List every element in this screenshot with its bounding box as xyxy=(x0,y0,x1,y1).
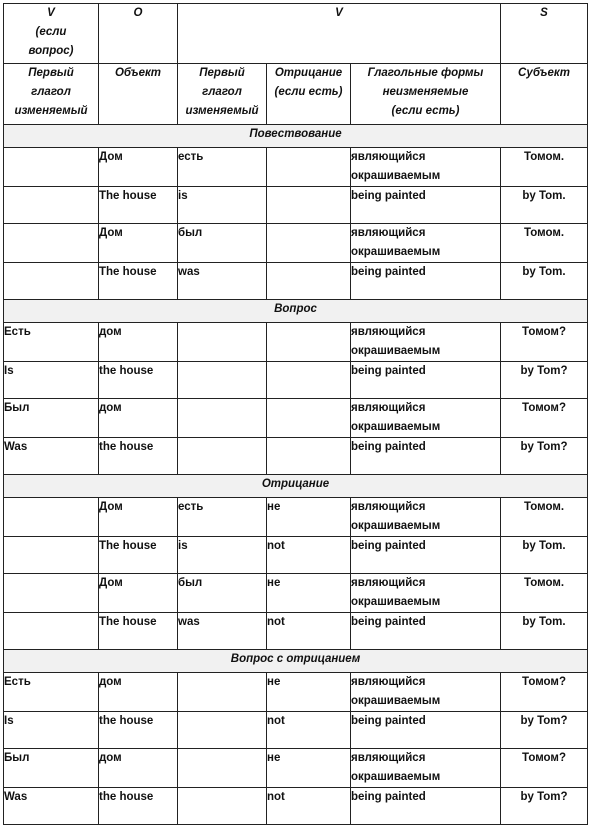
cell-verb-forms: being painted xyxy=(351,362,501,399)
cell-object: дом xyxy=(99,399,178,438)
cell-negation: not xyxy=(267,788,351,825)
cell-first-verb-q: Есть xyxy=(4,673,99,712)
cell-verb-forms: являющийся окрашиваемым xyxy=(351,323,501,362)
cell-first-verb-q: Есть xyxy=(4,323,99,362)
cell-first-verb-q xyxy=(4,574,99,613)
cell-first-verb-q xyxy=(4,187,99,224)
cell-negation xyxy=(267,399,351,438)
section-title: Отрицание xyxy=(4,475,588,498)
header-v: V xyxy=(178,4,501,64)
section-title: Вопрос xyxy=(4,300,588,323)
cell-object: дом xyxy=(99,323,178,362)
cell-verb-forms: являющийся окрашиваемым xyxy=(351,498,501,537)
cell-first-verb: is xyxy=(178,537,267,574)
cell-verb-forms: являющийся окрашиваемым xyxy=(351,399,501,438)
cell-verb-forms: being painted xyxy=(351,187,501,224)
header-first-verb-q: Первый глагол изменяемый xyxy=(4,64,99,125)
cell-first-verb xyxy=(178,399,267,438)
cell-object: the house xyxy=(99,362,178,399)
table-row xyxy=(4,399,588,438)
cell-subject: by Tom? xyxy=(501,438,588,475)
header-first-verb: Первый глагол изменяемый xyxy=(178,64,267,125)
cell-object: The house xyxy=(99,187,178,224)
cell-verb-forms: являющийся окрашиваемым xyxy=(351,148,501,187)
cell-object: The house xyxy=(99,537,178,574)
cell-first-verb-q xyxy=(4,498,99,537)
cell-object: Дом xyxy=(99,224,178,263)
cell-first-verb xyxy=(178,712,267,749)
cell-first-verb-q: Был xyxy=(4,399,99,438)
cell-subject: by Tom? xyxy=(501,788,588,825)
cell-first-verb-q xyxy=(4,613,99,650)
table-row xyxy=(4,498,588,537)
header-row-sub xyxy=(4,64,588,125)
section-row xyxy=(4,475,588,498)
cell-verb-forms: being painted xyxy=(351,263,501,300)
cell-first-verb-q xyxy=(4,263,99,300)
cell-first-verb xyxy=(178,362,267,399)
cell-subject: by Tom. xyxy=(501,537,588,574)
cell-first-verb xyxy=(178,323,267,362)
table-row xyxy=(4,187,588,224)
table-row xyxy=(4,712,588,749)
cell-negation: не xyxy=(267,498,351,537)
cell-verb-forms: being painted xyxy=(351,613,501,650)
table-row xyxy=(4,224,588,263)
header-object: Объект xyxy=(99,64,178,125)
cell-object: дом xyxy=(99,673,178,712)
cell-object: The house xyxy=(99,263,178,300)
cell-negation: не xyxy=(267,749,351,788)
table-row xyxy=(4,323,588,362)
cell-first-verb xyxy=(178,749,267,788)
cell-first-verb-q xyxy=(4,148,99,187)
section-title: Повествование xyxy=(4,125,588,148)
table-row xyxy=(4,574,588,613)
grammar-table-body xyxy=(4,4,588,825)
cell-first-verb: был xyxy=(178,574,267,613)
cell-first-verb: was xyxy=(178,613,267,650)
cell-object: the house xyxy=(99,788,178,825)
header-v-question: V (если вопрос) xyxy=(4,4,99,64)
cell-negation: not xyxy=(267,537,351,574)
cell-negation xyxy=(267,323,351,362)
section-row xyxy=(4,125,588,148)
cell-object: the house xyxy=(99,712,178,749)
cell-object: the house xyxy=(99,438,178,475)
header-o: O xyxy=(99,4,178,64)
cell-first-verb: is xyxy=(178,187,267,224)
cell-subject: Томом. xyxy=(501,498,588,537)
cell-first-verb: was xyxy=(178,263,267,300)
cell-negation: not xyxy=(267,712,351,749)
cell-negation xyxy=(267,362,351,399)
cell-first-verb-q: Was xyxy=(4,438,99,475)
table-row xyxy=(4,749,588,788)
cell-first-verb-q: Is xyxy=(4,362,99,399)
header-s: S xyxy=(501,4,588,64)
cell-subject: Томом. xyxy=(501,224,588,263)
cell-first-verb-q xyxy=(4,224,99,263)
cell-first-verb: был xyxy=(178,224,267,263)
table-row xyxy=(4,537,588,574)
cell-object: Дом xyxy=(99,574,178,613)
cell-subject: by Tom. xyxy=(501,187,588,224)
cell-verb-forms: являющийся окрашиваемым xyxy=(351,673,501,712)
table-row xyxy=(4,438,588,475)
section-row xyxy=(4,650,588,673)
cell-object: Дом xyxy=(99,148,178,187)
cell-first-verb-q xyxy=(4,537,99,574)
cell-first-verb-q: Был xyxy=(4,749,99,788)
table-row xyxy=(4,613,588,650)
cell-subject: Томом? xyxy=(501,749,588,788)
cell-subject: Томом. xyxy=(501,148,588,187)
cell-verb-forms: являющийся окрашиваемым xyxy=(351,749,501,788)
cell-verb-forms: being painted xyxy=(351,712,501,749)
cell-subject: by Tom. xyxy=(501,613,588,650)
cell-first-verb xyxy=(178,673,267,712)
table-row xyxy=(4,788,588,825)
cell-first-verb: есть xyxy=(178,148,267,187)
cell-object: дом xyxy=(99,749,178,788)
table-row xyxy=(4,673,588,712)
cell-subject: by Tom. xyxy=(501,263,588,300)
cell-negation xyxy=(267,438,351,475)
cell-object: The house xyxy=(99,613,178,650)
cell-first-verb: есть xyxy=(178,498,267,537)
cell-negation: not xyxy=(267,613,351,650)
cell-verb-forms: являющийся окрашиваемым xyxy=(351,574,501,613)
cell-subject: Томом? xyxy=(501,323,588,362)
cell-verb-forms: являющийся окрашиваемым xyxy=(351,224,501,263)
header-negation: Отрицание (если есть) xyxy=(267,64,351,125)
cell-negation: не xyxy=(267,673,351,712)
section-row xyxy=(4,300,588,323)
cell-negation xyxy=(267,148,351,187)
cell-first-verb xyxy=(178,438,267,475)
table-row xyxy=(4,362,588,399)
header-subject: Субъект xyxy=(501,64,588,125)
table-row xyxy=(4,263,588,300)
header-verb-forms: Глагольные формы неизменяемые (если есть) xyxy=(351,64,501,125)
cell-verb-forms: being painted xyxy=(351,537,501,574)
cell-subject: by Tom? xyxy=(501,362,588,399)
cell-first-verb-q: Is xyxy=(4,712,99,749)
cell-negation: не xyxy=(267,574,351,613)
cell-negation xyxy=(267,187,351,224)
header-row-top xyxy=(4,4,588,64)
cell-subject: Томом. xyxy=(501,574,588,613)
table-row xyxy=(4,148,588,187)
cell-subject: Томом? xyxy=(501,399,588,438)
cell-subject: Томом? xyxy=(501,673,588,712)
cell-verb-forms: being painted xyxy=(351,788,501,825)
cell-negation xyxy=(267,224,351,263)
grammar-table xyxy=(3,3,588,825)
section-title: Вопрос с отрицанием xyxy=(4,650,588,673)
cell-object: Дом xyxy=(99,498,178,537)
cell-verb-forms: being painted xyxy=(351,438,501,475)
cell-negation xyxy=(267,263,351,300)
cell-first-verb-q: Was xyxy=(4,788,99,825)
cell-first-verb xyxy=(178,788,267,825)
cell-subject: by Tom? xyxy=(501,712,588,749)
